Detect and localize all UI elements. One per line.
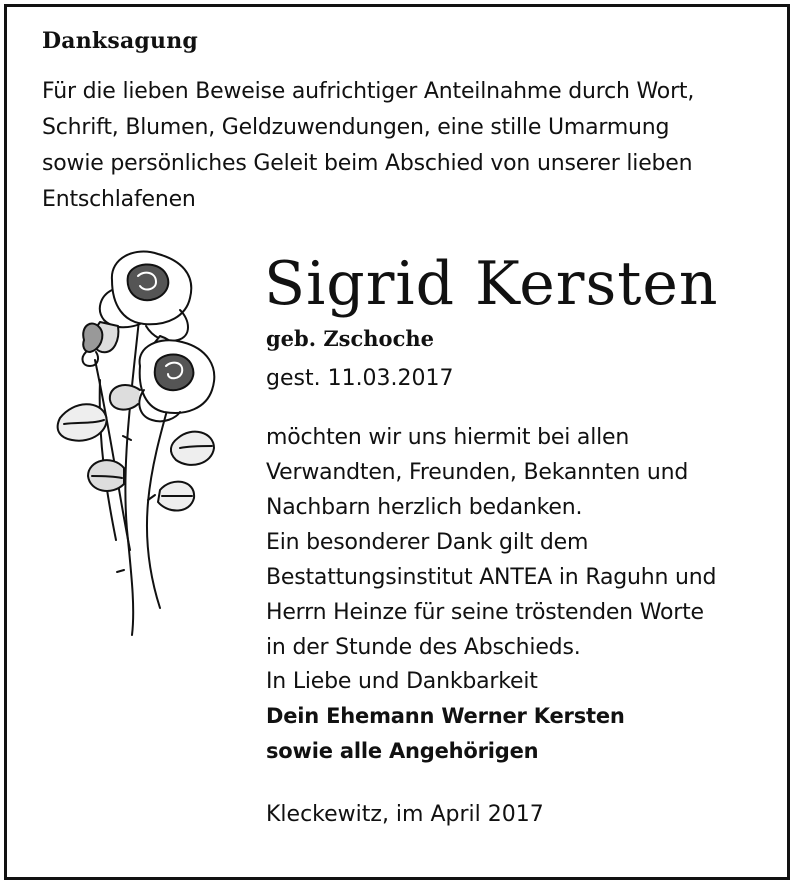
closing-phrase: In Liebe und Dankbarkeit: [266, 669, 538, 694]
thanks-line: Herrn Heinze für seine tröstenden Worte: [266, 600, 704, 625]
thanks-line: Nachbarn herzlich bedanken.: [266, 495, 583, 520]
intro-line: Schrift, Blumen, Geldzuwendungen, eine stille Umarmung: [42, 115, 670, 140]
thanks-paragraph: [266, 420, 786, 665]
thanks-line: in der Stunde des Abschieds.: [266, 635, 581, 660]
signature-line: sowie alle Angehörigen: [266, 739, 539, 763]
intro-line: Für die lieben Beweise aufrichtiger Anteilnahme durch Wort,: [42, 79, 695, 104]
notice-heading: Danksagung: [42, 28, 198, 54]
signature-line: Dein Ehemann Werner Kersten: [266, 704, 625, 728]
date-of-death: gest. 11.03.2017: [266, 366, 454, 391]
thanks-line: möchten wir uns hiermit bei allen: [266, 425, 630, 450]
intro-paragraph: [42, 74, 772, 218]
deceased-name: Sigrid Kersten: [264, 249, 719, 319]
thanks-line: Verwandten, Freunden, Bekannten und: [266, 460, 689, 485]
thanks-line: Ein besonderer Dank gilt dem: [266, 530, 589, 555]
closing-block: [266, 664, 786, 769]
thanks-line: Bestattungsinstitut ANTEA in Raguhn und: [266, 565, 717, 590]
maiden-name: geb. Zschoche: [266, 326, 434, 351]
intro-line: Entschlafenen: [42, 187, 196, 212]
place-and-date: Kleckewitz, im April 2017: [266, 802, 544, 827]
roses-illustration-icon: [40, 240, 220, 640]
intro-line: sowie persönliches Geleit beim Abschied von unserer lieben: [42, 151, 693, 176]
